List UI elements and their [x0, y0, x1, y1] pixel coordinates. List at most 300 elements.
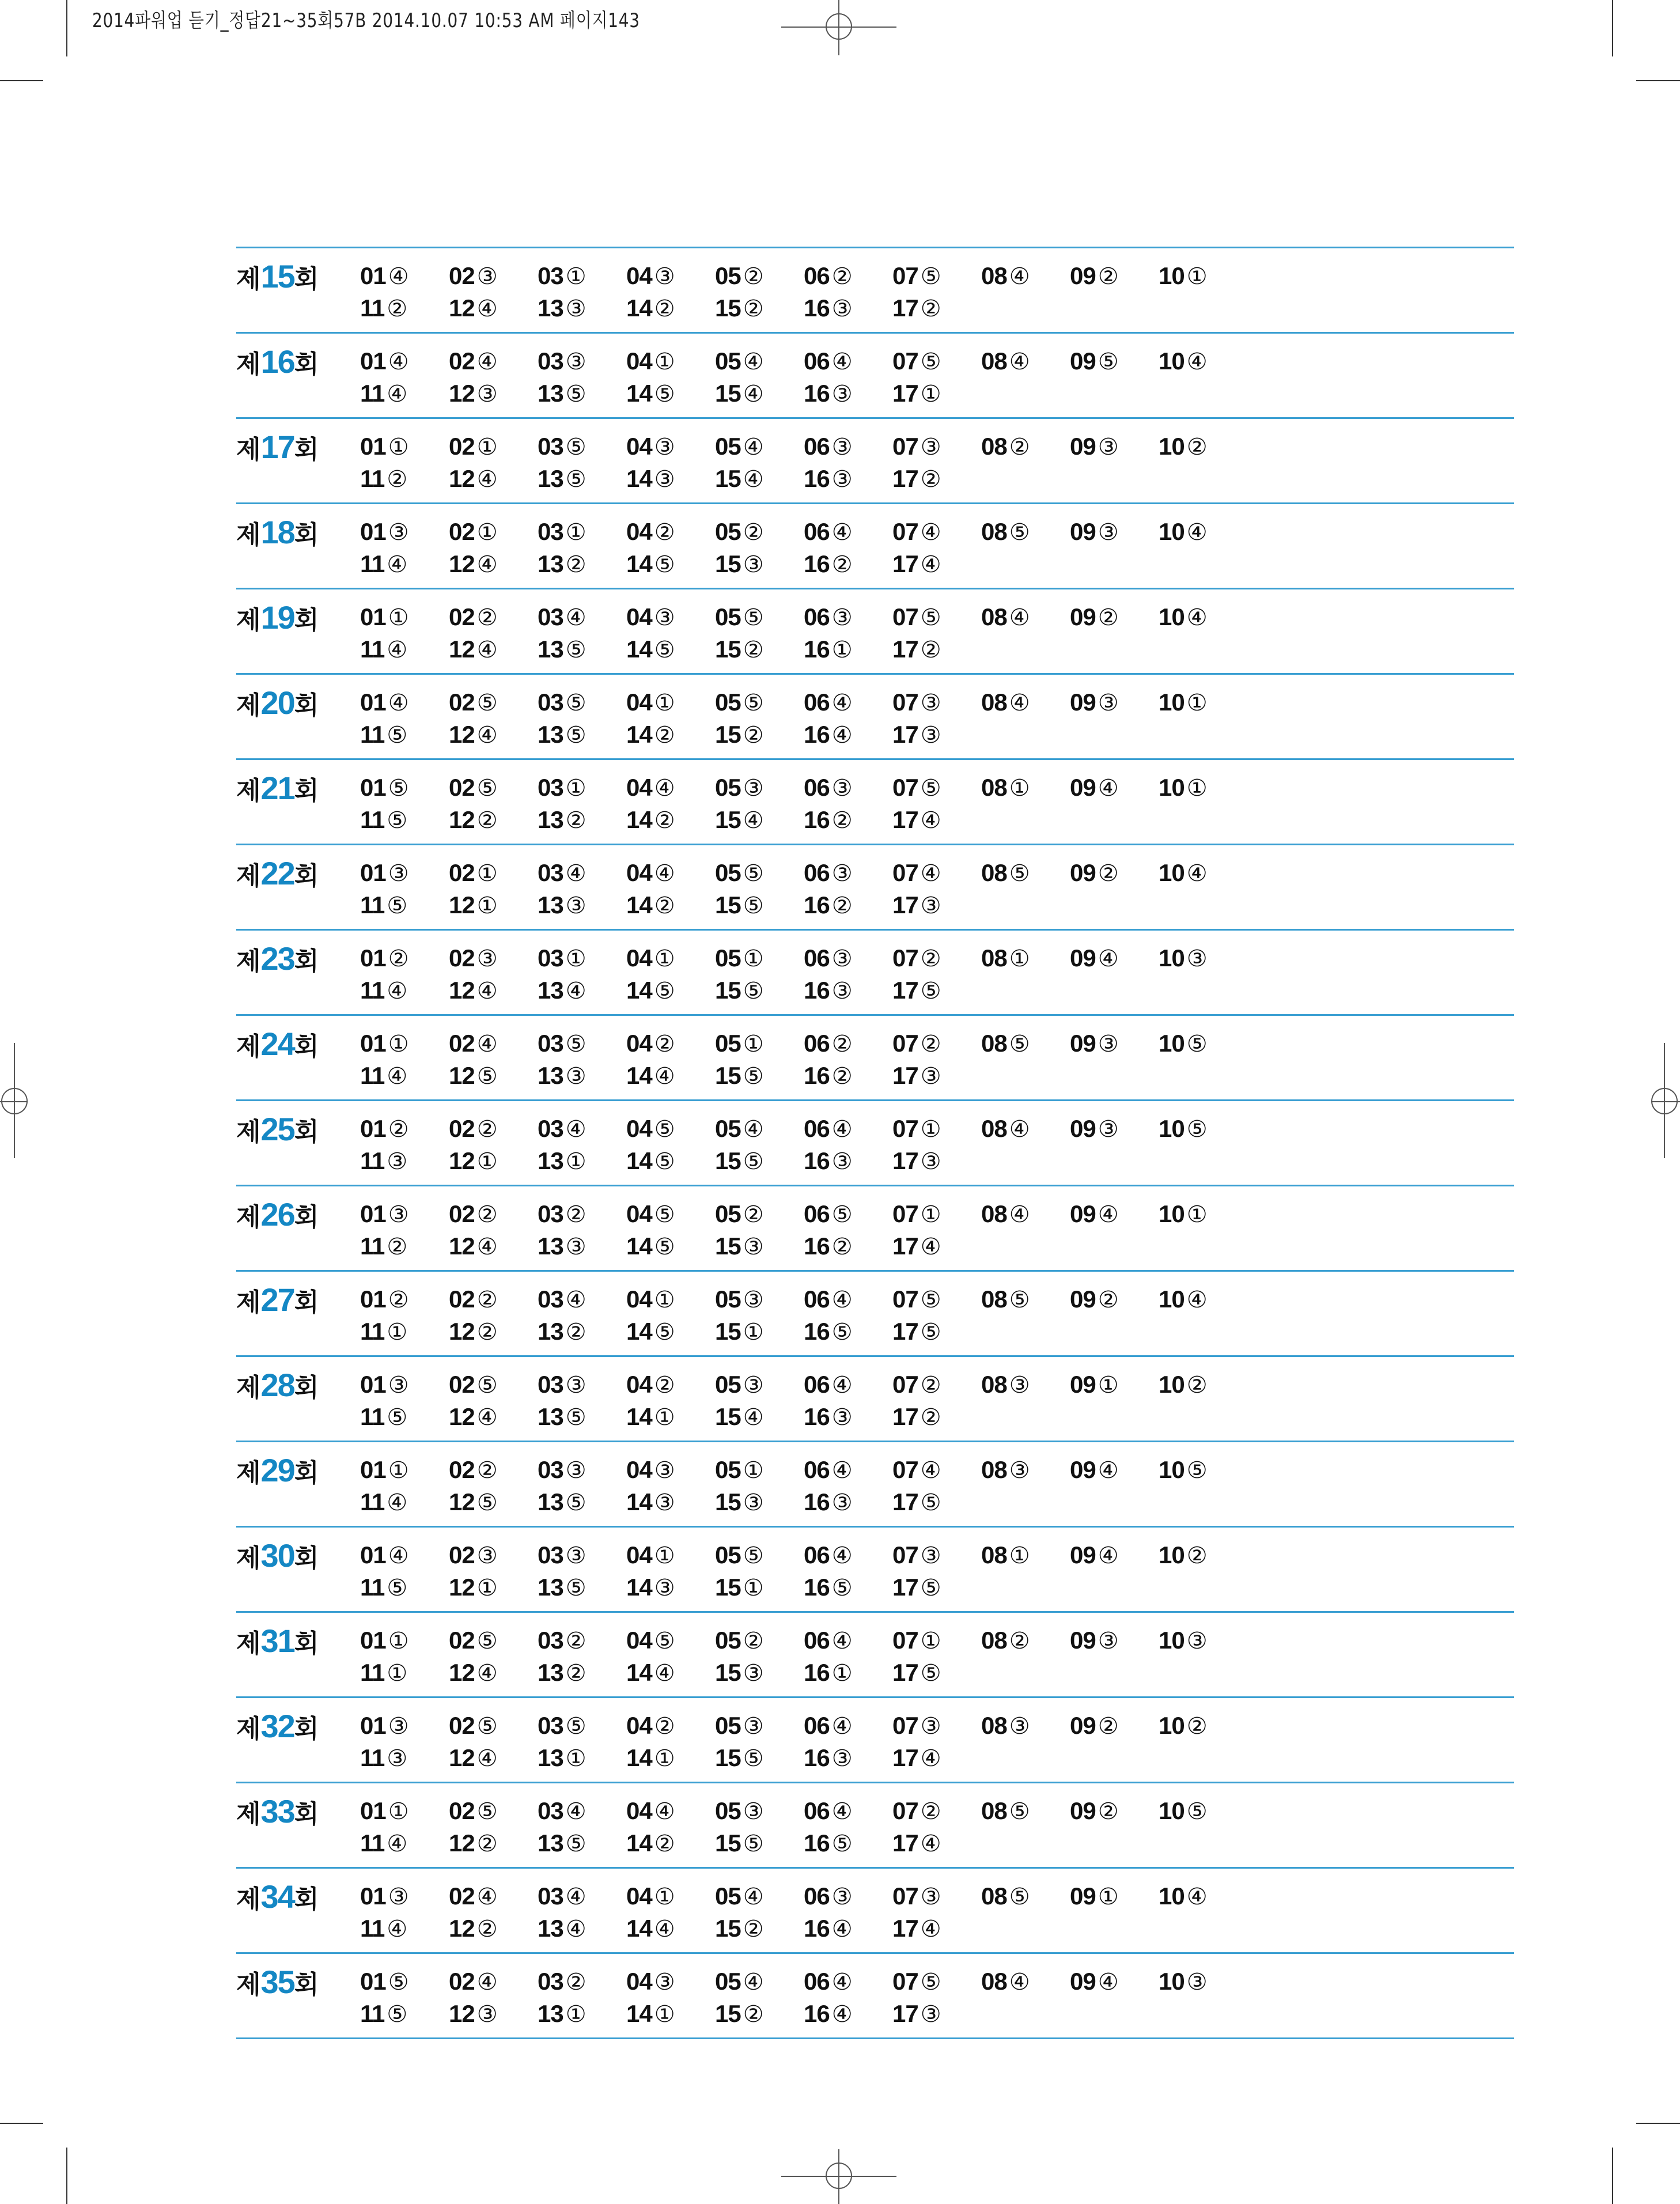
answer-choice: ① [387, 1319, 407, 1345]
answer-item [360, 977, 407, 1004]
answer-choice: ③ [920, 722, 941, 748]
question-number: 12 [449, 721, 475, 748]
answer-choice: ② [565, 1628, 586, 1654]
answer-choice: ⑤ [1186, 1116, 1207, 1143]
answer-item [626, 1744, 675, 1772]
answer-choice: ⑤ [1009, 1798, 1030, 1825]
answer-choice: ④ [1186, 349, 1207, 375]
answer-item [360, 465, 407, 493]
answer-choice: ③ [1098, 519, 1118, 546]
question-number: 12 [449, 636, 475, 663]
question-number: 03 [538, 1541, 563, 1568]
question-number: 04 [626, 1882, 652, 1910]
answer-item [538, 891, 586, 919]
question-number: 13 [538, 1233, 563, 1260]
round-label [236, 1110, 319, 1148]
answer-item [449, 1488, 497, 1516]
question-number: 07 [892, 1456, 918, 1483]
answer-choice: ④ [387, 381, 407, 407]
answer-item [538, 721, 586, 748]
question-number: 06 [804, 347, 830, 375]
answer-choice: ② [743, 1628, 763, 1654]
answer-item [715, 721, 763, 748]
round-suffix: 회 [294, 1203, 319, 1231]
question-number: 13 [538, 1062, 563, 1089]
answer-item [360, 1915, 407, 1942]
answer-item [804, 380, 852, 407]
question-number: 14 [626, 294, 652, 322]
answer-item [892, 1456, 941, 1484]
answer-choice: ④ [743, 466, 763, 493]
answer-item [892, 1829, 941, 1857]
answer-choice: ⑤ [387, 807, 407, 834]
answer-choice: ③ [388, 1713, 408, 1740]
answer-choice: ⑤ [476, 1063, 497, 1090]
answer-item [892, 1286, 941, 1313]
answer-choice: ④ [920, 519, 941, 546]
answer-item [892, 689, 941, 716]
answer-choice: ② [565, 1201, 586, 1228]
answer-choice: ② [476, 807, 497, 834]
answer-choice: ③ [476, 381, 497, 407]
round-label [236, 1793, 319, 1830]
answer-item [626, 2000, 675, 2028]
answer-item [804, 1712, 852, 1740]
answer-item [449, 1882, 497, 1910]
question-number: 15 [715, 1829, 741, 1857]
question-number: 03 [538, 518, 563, 545]
answer-item [626, 891, 675, 919]
answer-choice: ④ [565, 978, 586, 1004]
question-number: 05 [715, 944, 741, 971]
answer-item [981, 1371, 1030, 1398]
print-slug: 2014파워업 듣기_정답21~35회57B 2014.10.07 10:53 AM 페이지143 [92, 9, 640, 32]
answer-choice: ③ [565, 893, 586, 919]
question-number: 12 [449, 1659, 475, 1686]
answer-item [538, 689, 586, 716]
answer-choice: ⑤ [476, 775, 497, 802]
answer-choice: ④ [1009, 1116, 1030, 1143]
answer-choice: ⑤ [476, 1713, 497, 1740]
answer-item [626, 859, 675, 887]
answer-choice: ① [476, 1148, 497, 1175]
answer-choice: ⑤ [831, 1201, 852, 1228]
question-number: 16 [804, 721, 830, 748]
answer-choice: ③ [1098, 434, 1118, 460]
answer-choice: ③ [743, 775, 763, 802]
answer-item [804, 636, 852, 663]
question-number: 01 [360, 1712, 386, 1739]
answer-choice: ② [654, 722, 675, 748]
answer-item [449, 1030, 497, 1057]
answer-item [981, 944, 1030, 972]
answer-choice: ③ [743, 1287, 763, 1313]
round-prefix: 제 [236, 1630, 261, 1658]
answer-item [804, 433, 852, 460]
answer-choice: ② [476, 604, 497, 631]
answer-item [892, 603, 941, 631]
answer-item [626, 433, 675, 460]
question-number: 06 [804, 603, 830, 630]
question-number: 07 [892, 1200, 918, 1227]
answer-choice: ③ [565, 1543, 586, 1569]
question-number: 02 [449, 603, 475, 630]
answer-choice: ④ [1186, 1287, 1207, 1313]
answer-choice: ① [920, 1116, 941, 1143]
answer-choice: ② [476, 1457, 497, 1484]
answer-choice: ② [387, 466, 407, 493]
question-number: 17 [892, 1233, 918, 1260]
question-number: 01 [360, 859, 386, 886]
question-number: 09 [1070, 347, 1096, 375]
answer-choice: ⑤ [654, 1234, 675, 1260]
answer-item [538, 774, 586, 802]
round-label [236, 1622, 319, 1659]
answer-choice: ① [388, 1031, 408, 1057]
question-number: 04 [626, 1627, 652, 1654]
answer-choice: ③ [831, 381, 852, 407]
answer-choice: ② [1098, 1287, 1118, 1313]
answer-item [538, 1147, 586, 1175]
round-row [236, 1185, 1514, 1270]
question-number: 09 [1070, 1797, 1096, 1824]
question-number: 09 [1070, 689, 1096, 716]
answer-item [892, 1147, 941, 1175]
answer-choice: ② [654, 1372, 675, 1398]
answer-item [1070, 262, 1118, 290]
answer-choice: ③ [831, 1148, 852, 1175]
answer-choice: ② [476, 1287, 497, 1313]
question-number: 06 [804, 1030, 830, 1057]
answer-choice: ③ [743, 1660, 763, 1687]
answer-item [715, 380, 763, 407]
round-suffix: 회 [294, 1288, 319, 1317]
answer-item [1070, 1030, 1118, 1057]
answer-choice: ⑤ [920, 775, 941, 802]
answer-item [449, 1371, 497, 1398]
round-number: 24 [260, 1026, 294, 1062]
answer-item [360, 636, 407, 663]
answer-choice: ④ [388, 263, 408, 290]
answer-choice: ④ [476, 349, 497, 375]
answer-choice: ② [654, 893, 675, 919]
question-number: 08 [981, 689, 1007, 716]
question-number: 17 [892, 977, 918, 1004]
question-number: 12 [449, 1233, 475, 1260]
question-number: 07 [892, 1882, 918, 1910]
question-number: 01 [360, 603, 386, 630]
answer-item [538, 944, 586, 972]
answer-item [626, 1627, 675, 1654]
answer-choice: ④ [1186, 1884, 1207, 1910]
answer-item [715, 1712, 763, 1740]
round-row [236, 1441, 1514, 1526]
answer-choice: ③ [388, 1372, 408, 1398]
question-number: 03 [538, 1200, 563, 1227]
question-number: 07 [892, 774, 918, 801]
question-number: 17 [892, 1915, 918, 1942]
question-number: 02 [449, 518, 475, 545]
question-number: 03 [538, 1712, 563, 1739]
answer-choice: ① [476, 519, 497, 546]
answer-item [626, 1062, 675, 1090]
answer-item [892, 1371, 941, 1398]
answer-item [360, 1371, 408, 1398]
answer-choice: ④ [920, 860, 941, 887]
question-number: 06 [804, 1882, 830, 1910]
answer-item [449, 603, 497, 631]
answer-choice: ③ [831, 1490, 852, 1516]
answer-item [626, 262, 675, 290]
answer-item [1070, 1115, 1118, 1143]
question-number: 04 [626, 774, 652, 801]
question-number: 09 [1070, 1541, 1096, 1568]
answer-item [626, 347, 675, 375]
question-number: 07 [892, 1968, 918, 1995]
question-number: 07 [892, 1797, 918, 1824]
answer-choice: ⑤ [565, 1713, 586, 1740]
question-number: 15 [715, 977, 741, 1004]
question-number: 15 [715, 1574, 741, 1601]
answer-choice: ② [1098, 604, 1118, 631]
answer-choice: ③ [831, 1884, 852, 1910]
answer-choice: ③ [1009, 1372, 1030, 1398]
answer-item [1070, 774, 1118, 802]
question-number: 15 [715, 891, 741, 918]
answer-item [892, 465, 941, 493]
answer-choice: ② [654, 1831, 675, 1857]
question-number: 09 [1070, 1371, 1096, 1398]
answer-choice: ④ [743, 381, 763, 407]
question-number: 11 [360, 1744, 385, 1771]
answer-choice: ③ [476, 1543, 497, 1569]
answer-choice: ② [920, 637, 941, 663]
crop-mark [66, 2148, 67, 2204]
answer-item [449, 550, 497, 578]
question-number: 06 [804, 1286, 830, 1313]
answer-item [360, 1968, 408, 1995]
question-number: 09 [1070, 774, 1096, 801]
answer-item [804, 1915, 852, 1942]
answer-item [626, 977, 675, 1004]
question-number: 05 [715, 1797, 741, 1824]
question-number: 17 [892, 636, 918, 663]
question-number: 03 [538, 1030, 563, 1057]
answer-item [1159, 1712, 1207, 1740]
question-number: 15 [715, 1062, 741, 1089]
answer-item [804, 2000, 852, 2028]
answer-choice: ④ [920, 1916, 941, 1942]
answer-item [626, 1233, 675, 1260]
question-number: 13 [538, 806, 563, 833]
question-number: 08 [981, 433, 1007, 460]
answer-choice: ⑤ [565, 1490, 586, 1516]
question-number: 14 [626, 1147, 652, 1174]
answer-choice: ③ [920, 1713, 941, 1740]
answer-item [1070, 859, 1118, 887]
answer-choice: ① [387, 1660, 407, 1687]
answer-choice: ② [654, 807, 675, 834]
question-number: 17 [892, 2000, 918, 2027]
answer-item [538, 603, 586, 631]
question-number: 04 [626, 262, 652, 289]
answer-item [538, 1574, 586, 1601]
answer-choice: ② [476, 1916, 497, 1942]
answer-item [538, 806, 586, 834]
question-number: 15 [715, 550, 741, 577]
answer-item [981, 1456, 1030, 1484]
answer-item [626, 689, 675, 716]
answer-item [1070, 689, 1118, 716]
answer-choice: ① [654, 1745, 675, 1772]
answer-choice: ① [1009, 775, 1030, 802]
answer-choice: ⑤ [654, 1148, 675, 1175]
answer-item [715, 1371, 763, 1398]
round-prefix: 제 [236, 265, 261, 293]
question-number: 03 [538, 689, 563, 716]
answer-choice: ④ [831, 1543, 852, 1569]
question-number: 09 [1070, 1200, 1096, 1227]
answer-item [538, 1541, 586, 1569]
answer-item [715, 1541, 763, 1569]
answer-item [538, 1968, 586, 1995]
answer-choice: ④ [476, 1969, 497, 1995]
answer-choice: ① [1186, 775, 1207, 802]
answer-item [360, 1286, 408, 1313]
answer-choice: ⑤ [743, 1148, 763, 1175]
answer-choice: ③ [743, 1490, 763, 1516]
answer-item [715, 347, 763, 375]
answer-item [626, 1659, 675, 1687]
question-number: 17 [892, 806, 918, 833]
round-label [236, 1196, 319, 1233]
answer-item [538, 1882, 586, 1910]
answer-choice: ③ [565, 1372, 586, 1398]
answer-choice: ③ [920, 690, 941, 716]
answer-item [715, 433, 763, 460]
answer-choice: ① [1098, 1884, 1118, 1910]
answer-choice: ① [565, 1745, 586, 1772]
answer-item [804, 859, 852, 887]
round-label [236, 1366, 319, 1404]
answer-choice: ② [654, 1031, 675, 1057]
answer-item [449, 262, 497, 290]
question-number: 03 [538, 1115, 563, 1142]
answer-choice: ④ [831, 2001, 852, 2028]
answer-choice: ② [920, 1798, 941, 1825]
answer-choice: ④ [831, 1916, 852, 1942]
round-suffix: 회 [294, 606, 319, 634]
answer-item [360, 433, 408, 460]
answer-choice: ② [831, 1234, 852, 1260]
question-number: 06 [804, 1456, 830, 1483]
round-label [236, 599, 319, 636]
round-suffix: 회 [294, 777, 319, 805]
answer-choice: ① [565, 775, 586, 802]
answer-item [626, 1829, 675, 1857]
question-number: 11 [360, 1233, 385, 1260]
question-number: 13 [538, 294, 563, 322]
answer-item [892, 944, 941, 972]
question-number: 08 [981, 1541, 1007, 1568]
answer-choice: ④ [654, 1798, 675, 1825]
answer-item [981, 689, 1030, 716]
round-row [236, 1696, 1514, 1782]
question-number: 09 [1070, 1968, 1096, 1995]
question-number: 10 [1159, 1286, 1185, 1313]
answer-item [804, 1882, 852, 1910]
question-number: 13 [538, 721, 563, 748]
answer-item [715, 1030, 763, 1057]
answer-choice: ⑤ [387, 1404, 407, 1431]
round-suffix: 회 [294, 1033, 319, 1061]
answer-item [892, 1062, 941, 1090]
question-number: 02 [449, 1115, 475, 1142]
question-number: 07 [892, 518, 918, 545]
answer-item [715, 1829, 763, 1857]
question-number: 14 [626, 550, 652, 577]
question-number: 14 [626, 1915, 652, 1942]
round-prefix: 제 [236, 691, 261, 720]
answer-choice: ⑤ [565, 1575, 586, 1601]
answer-choice: ② [476, 1319, 497, 1345]
answer-item [715, 1659, 763, 1687]
round-number: 30 [260, 1537, 294, 1574]
answer-item [981, 1627, 1030, 1654]
question-number: 04 [626, 944, 652, 971]
answer-item [449, 518, 497, 546]
round-prefix: 제 [236, 1203, 261, 1231]
answer-item [626, 721, 675, 748]
question-number: 12 [449, 1403, 475, 1430]
answer-item [715, 859, 763, 887]
question-number: 07 [892, 347, 918, 375]
question-number: 15 [715, 1744, 741, 1771]
answer-item [804, 891, 852, 919]
question-number: 15 [715, 1915, 741, 1942]
answer-choice: ③ [565, 296, 586, 322]
answer-choice: ④ [1009, 690, 1030, 716]
answer-choice: ④ [831, 519, 852, 546]
answer-item [892, 1574, 941, 1601]
answer-item [715, 1574, 763, 1601]
answer-item [892, 806, 941, 834]
answer-item [715, 944, 763, 972]
answer-choice: ③ [920, 434, 941, 460]
question-number: 13 [538, 1574, 563, 1601]
answer-choice: ④ [1098, 1543, 1118, 1569]
answer-item [892, 262, 941, 290]
answer-choice: ④ [476, 1404, 497, 1431]
question-number: 10 [1159, 1115, 1185, 1142]
question-number: 17 [892, 721, 918, 748]
question-number: 05 [715, 603, 741, 630]
question-number: 09 [1070, 1456, 1096, 1483]
question-number: 10 [1159, 262, 1185, 289]
answer-choice: ④ [743, 434, 763, 460]
answer-choice: ① [654, 1543, 675, 1569]
answer-choice: ⑤ [831, 1831, 852, 1857]
question-number: 07 [892, 1030, 918, 1057]
answer-choice: ④ [388, 1543, 408, 1569]
question-number: 12 [449, 380, 475, 407]
answer-item [804, 1062, 852, 1090]
question-number: 17 [892, 891, 918, 918]
answer-choice: ⑤ [743, 860, 763, 887]
question-number: 07 [892, 603, 918, 630]
answer-choice: ③ [565, 1457, 586, 1484]
round-number: 28 [260, 1367, 294, 1403]
